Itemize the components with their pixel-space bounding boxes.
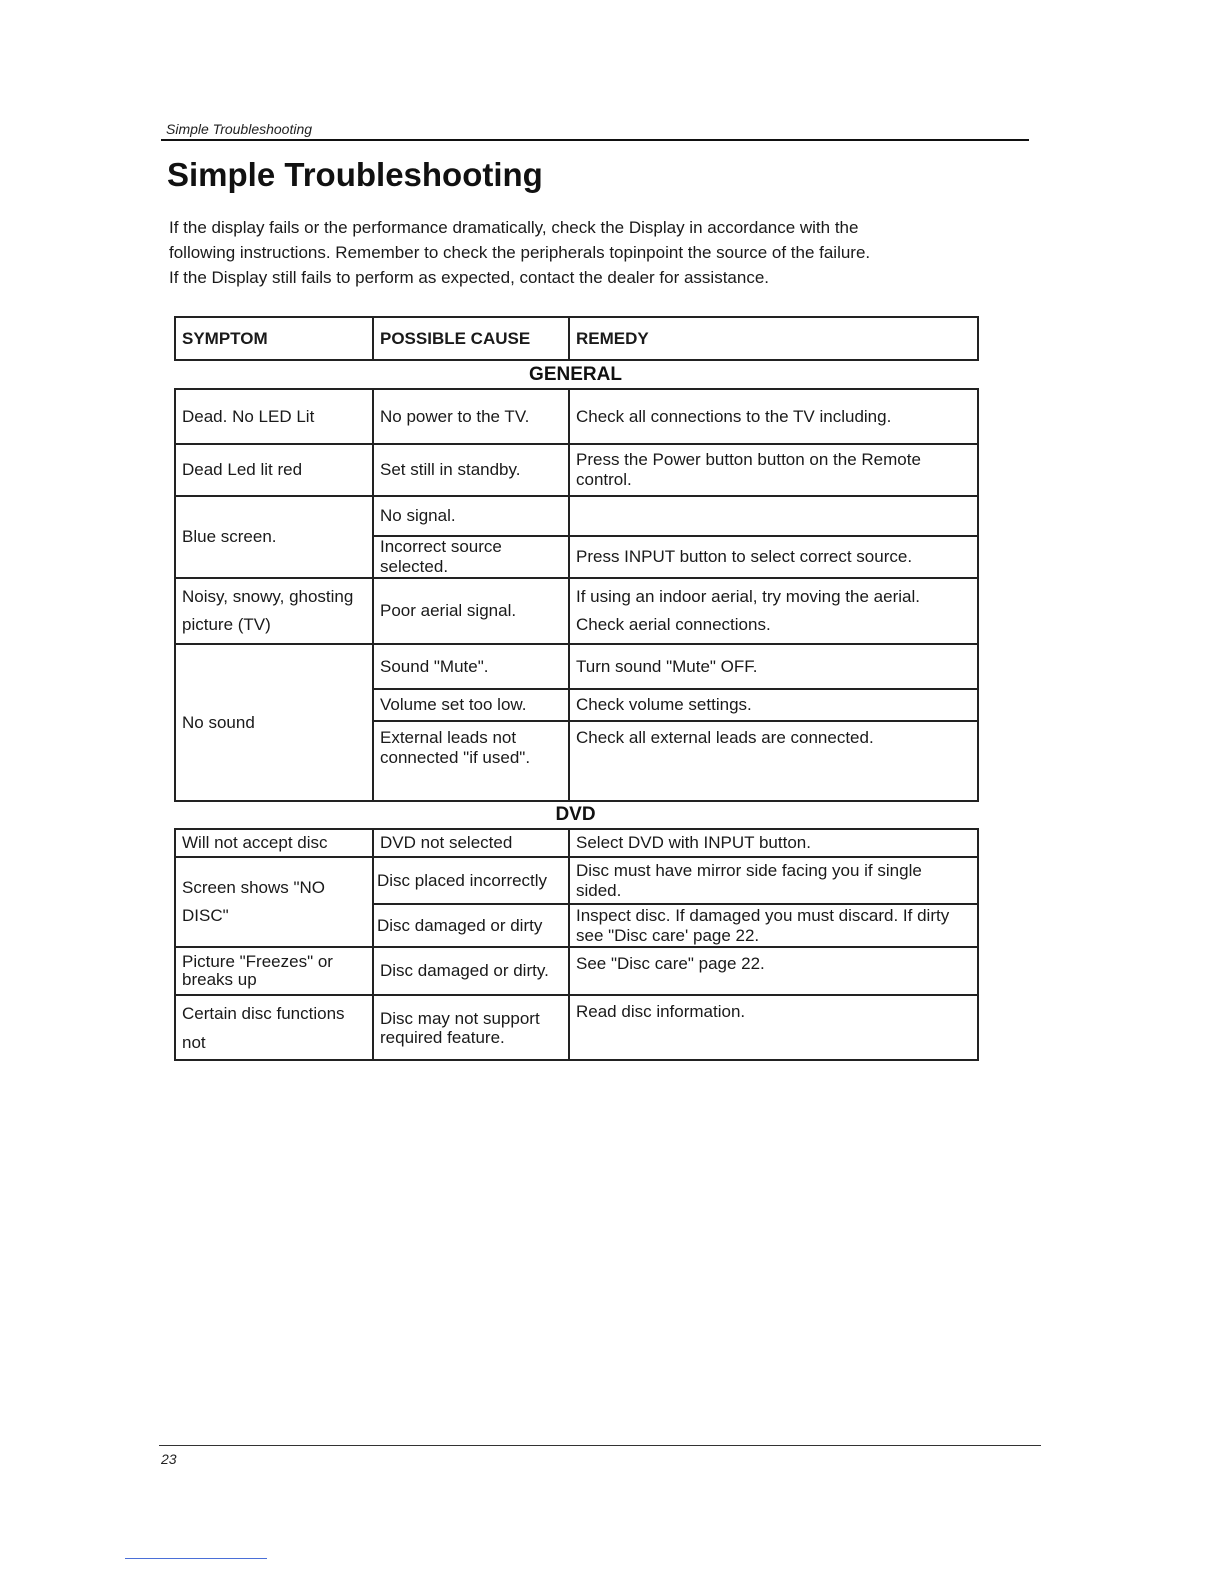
symptom-cell: Screen shows "NO DISC"	[175, 857, 373, 947]
symptom-cell: Will not accept disc	[175, 829, 373, 857]
bottom-link-line	[125, 1558, 267, 1559]
symptom-cell: No sound	[175, 644, 373, 801]
remedy-cell: Select DVD with INPUT button.	[569, 829, 978, 857]
cause-cell: Volume set too low.	[373, 689, 569, 721]
header-cause: POSSIBLE CAUSE	[373, 317, 569, 360]
header-symptom: SYMPTOM	[175, 317, 373, 360]
cause-cell: No signal.	[373, 496, 569, 536]
remedy-cell: See "Disc care" page 22.	[569, 947, 978, 995]
table-row	[175, 857, 978, 904]
table-row	[175, 995, 978, 1060]
remedy-cell: If using an indoor aerial, try moving the aerial. Check aerial connections.	[569, 578, 978, 644]
cause-cell: Disc damaged or dirty	[373, 904, 569, 947]
table-row	[175, 578, 978, 644]
page-number: 23	[161, 1451, 177, 1467]
cause-cell: Disc damaged or dirty.	[373, 947, 569, 995]
table-row	[175, 444, 978, 496]
cause-cell: Disc may not support required feature.	[373, 995, 569, 1060]
remedy-cell: Check all connections to the TV including.	[569, 389, 978, 444]
remedy-cell: Inspect disc. If damaged you must discard. If dirty see "Disc care' page 22.	[569, 904, 978, 947]
footer-rule	[159, 1445, 1041, 1446]
remedy-cell: Press the Power button button on the Remote control.	[569, 444, 978, 496]
symptom-cell: Noisy, snowy, ghosting picture (TV)	[175, 578, 373, 644]
symptom-cell: Picture "Freezes" or breaks up	[175, 947, 373, 995]
intro-line: If the Display still fails to perform as expected, contact the dealer for assistance.	[169, 268, 770, 287]
section-title-general: GENERAL	[529, 364, 622, 385]
remedy-cell: Turn sound "Mute" OFF.	[569, 644, 978, 689]
cause-cell: Set still in standby.	[373, 444, 569, 496]
cause-cell: Sound "Mute".	[373, 644, 569, 689]
intro-text	[169, 215, 969, 290]
cause-cell: External leads not connected "if used".	[373, 721, 569, 801]
remedy-cell: Check all external leads are connected.	[569, 721, 978, 801]
cause-cell: No power to the TV.	[373, 389, 569, 444]
dvd-table	[174, 828, 979, 1061]
cause-cell: Disc placed incorrectly	[373, 857, 569, 904]
general-table	[174, 388, 979, 802]
section-title-dvd: DVD	[555, 804, 596, 825]
table-row	[175, 947, 978, 995]
table-header-row	[175, 317, 978, 360]
cause-cell: Incorrect source selected.	[373, 536, 569, 578]
remedy-cell: Read disc information.	[569, 995, 978, 1060]
header-rule	[161, 139, 1029, 141]
table-row	[175, 389, 978, 444]
table-row	[175, 644, 978, 689]
remedy-cell: Check volume settings.	[569, 689, 978, 721]
cause-cell: DVD not selected	[373, 829, 569, 857]
table-header	[174, 316, 979, 361]
table-row	[175, 496, 978, 536]
running-header: Simple Troubleshooting	[166, 121, 313, 137]
remedy-cell	[569, 496, 978, 536]
symptom-cell: Blue screen.	[175, 496, 373, 578]
symptom-cell: Certain disc functions not	[175, 995, 373, 1060]
table-row	[175, 829, 978, 857]
page-title: Simple Troubleshooting	[167, 156, 543, 193]
symptom-cell: Dead. No LED Lit	[175, 389, 373, 444]
cause-cell: Poor aerial signal.	[373, 578, 569, 644]
symptom-cell: Dead Led lit red	[175, 444, 373, 496]
intro-line: If the display fails or the performance dramatically, check the Display in accordance with the	[169, 218, 859, 237]
remedy-cell: Press INPUT button to select correct source.	[569, 536, 978, 578]
header-remedy: REMEDY	[569, 317, 978, 360]
intro-line: following instructions. Remember to check the peripherals topinpoint the source of the failure.	[169, 243, 871, 262]
remedy-cell: Disc must have mirror side facing you if single sided.	[569, 857, 978, 904]
